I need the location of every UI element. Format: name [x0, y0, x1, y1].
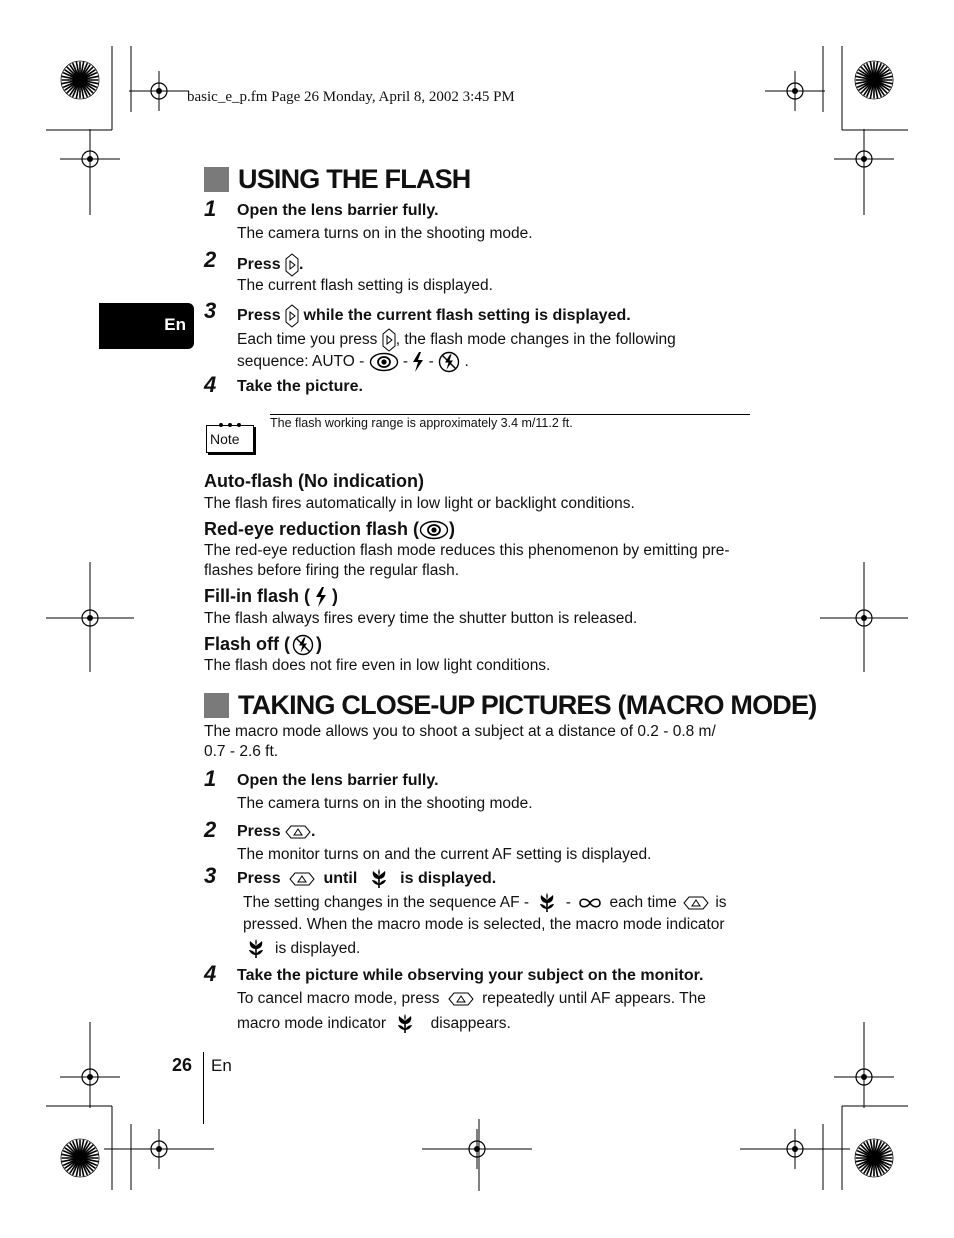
- step-text: pressed. When the macro mode is selected, the macro mode indicator: [243, 916, 725, 933]
- flash-off-icon: [292, 634, 314, 656]
- mode-text: The flash always fires every time the shutter button is released.: [204, 610, 638, 627]
- step-title-text: Press: [237, 307, 281, 325]
- registration-mark-icon: [834, 1022, 894, 1108]
- step-text-part: , the flash mode changes in the following: [395, 331, 676, 349]
- registration-mark-icon: [46, 562, 134, 672]
- step-title-text: is displayed.: [400, 870, 497, 888]
- note-icon: [206, 425, 254, 453]
- step-title-text: .: [311, 823, 316, 840]
- step-text: [237, 1014, 511, 1034]
- section-title-macro: [204, 690, 816, 721]
- step-title: Take the picture.: [237, 378, 363, 395]
- language-tab-label: En: [164, 315, 186, 334]
- registration-mark-icon: [449, 1119, 509, 1191]
- arrow-pad-up-icon: [448, 992, 474, 1006]
- note-rule: [270, 414, 750, 415]
- step-text: [243, 939, 360, 959]
- arrow-pad-up-icon: [285, 825, 311, 839]
- step-text: The monitor turns on and the current AF setting is displayed.: [237, 846, 652, 863]
- step-title-text: Press: [237, 870, 281, 888]
- intro-text: The macro mode allows you to shoot a subject at a distance of 0.2 - 0.8 m/: [204, 723, 716, 740]
- step-number: 3: [204, 298, 217, 323]
- mode-title-text: Flash off (: [204, 634, 290, 654]
- step-title: Open the lens barrier fully.: [237, 772, 439, 789]
- step-number: 4: [204, 961, 217, 986]
- step-text-part: To cancel macro mode, press: [237, 990, 440, 1007]
- step-text-part: repeatedly until AF appears. The: [482, 990, 706, 1007]
- arrow-pad-right-icon: [382, 328, 396, 352]
- step-title-text: until: [323, 870, 358, 888]
- step-text-part: is: [715, 894, 727, 912]
- macro-flower-icon: [538, 893, 556, 913]
- section-title-text: USING THE FLASH: [238, 164, 471, 194]
- step-text: [243, 893, 727, 913]
- registration-mark-icon: [60, 1022, 120, 1108]
- mode-text: The flash does not fire even in low light conditions.: [204, 657, 551, 674]
- section-title-text: TAKING CLOSE-UP PICTURES (MACRO MODE): [238, 690, 817, 720]
- mode-text: The red-eye reduction flash mode reduces this phenomenon by emitting pre-: [204, 542, 730, 559]
- separator: -: [402, 353, 409, 371]
- note-rings: [217, 422, 247, 428]
- mode-title-text: Fill-in flash (: [204, 586, 310, 606]
- starburst-target-icon: [58, 58, 102, 102]
- macro-flower-icon: [396, 1014, 414, 1034]
- step-title-text: Press: [237, 256, 281, 274]
- separator: -: [565, 894, 571, 912]
- step-text-part: each time: [609, 894, 677, 912]
- red-eye-icon: [369, 352, 399, 372]
- step-title: [237, 304, 631, 328]
- language-tab: [99, 303, 194, 349]
- section-marker: [204, 693, 229, 718]
- step-text: [237, 328, 676, 352]
- step-text-part: is displayed.: [275, 940, 361, 958]
- step-text-part: disappears.: [430, 1015, 511, 1033]
- macro-flower-icon: [247, 939, 265, 959]
- starburst-target-icon: [58, 1136, 102, 1180]
- step-title: Take the picture while observing your subject on the monitor.: [237, 967, 704, 984]
- step-number: 2: [204, 247, 217, 272]
- step-title: [237, 869, 496, 889]
- step-text: The camera turns on in the shooting mode.: [237, 795, 533, 812]
- step-text-part: macro mode indicator: [237, 1015, 387, 1033]
- mode-title: [204, 519, 455, 540]
- step-text-part: sequence: AUTO -: [237, 353, 365, 371]
- arrow-pad-right-icon: [285, 304, 299, 328]
- separator: -: [428, 353, 434, 371]
- mode-title-text: Red-eye reduction flash (: [204, 519, 420, 539]
- page-number: 26: [172, 1055, 193, 1075]
- step-title: Open the lens barrier fully.: [237, 202, 439, 219]
- arrow-pad-up-icon: [289, 872, 315, 886]
- note-label: Note: [210, 431, 240, 447]
- flash-off-icon: [438, 351, 460, 373]
- note-text: The flash working range is approximately 3.4 m/11.2 ft.: [270, 416, 573, 430]
- registration-mark-icon: [765, 61, 825, 121]
- step-number: 2: [204, 817, 217, 842]
- section-title-flash: [204, 164, 471, 195]
- fill-in-flash-icon: [412, 352, 424, 372]
- fill-in-flash-icon: [315, 587, 327, 607]
- step-text-part: .: [464, 353, 469, 371]
- registration-mark-icon: [740, 1119, 850, 1179]
- step-title: [237, 823, 316, 841]
- mode-title: Auto-flash (No indication): [204, 471, 424, 491]
- step-text: The camera turns on in the shooting mode.: [237, 225, 533, 242]
- registration-mark-icon: [60, 129, 120, 215]
- mode-title-text: ): [316, 634, 322, 654]
- mode-title-text: ): [332, 586, 338, 606]
- step-text: [237, 351, 469, 373]
- step-text-part: The setting changes in the sequence AF -: [243, 894, 530, 912]
- footer-language: En: [211, 1056, 232, 1075]
- file-header: basic_e_p.fm Page 26 Monday, April 8, 2002 3:45 PM: [187, 89, 515, 105]
- mode-text: flashes before firing the regular flash.: [204, 562, 460, 579]
- registration-mark-icon: [820, 562, 908, 672]
- arrow-pad-up-icon: [683, 896, 709, 910]
- arrow-pad-right-icon: [285, 253, 299, 277]
- mode-title: [204, 634, 322, 656]
- section-marker: [204, 167, 229, 192]
- step-title: [237, 253, 304, 277]
- mode-text: The flash fires automatically in low light or backlight conditions.: [204, 495, 635, 512]
- step-title-text: while the current flash setting is displayed.: [303, 307, 631, 325]
- starburst-target-icon: [852, 1136, 896, 1180]
- red-eye-icon: [419, 520, 449, 540]
- mode-title: [204, 586, 338, 607]
- infinity-icon: [577, 897, 603, 909]
- footer-rule: [203, 1052, 204, 1124]
- starburst-target-icon: [852, 58, 896, 102]
- macro-flower-icon: [370, 869, 388, 889]
- registration-mark-icon: [104, 1119, 214, 1179]
- intro-text: 0.7 - 2.6 ft.: [204, 743, 279, 760]
- step-text: [237, 990, 706, 1008]
- step-title-text: .: [299, 256, 304, 274]
- step-number: 1: [204, 766, 217, 791]
- mode-title-text: ): [449, 519, 456, 539]
- step-title-text: Press: [237, 823, 281, 840]
- registration-mark-icon: [834, 129, 894, 215]
- step-number: 1: [204, 196, 217, 221]
- step-text: The current flash setting is displayed.: [237, 277, 493, 294]
- registration-mark-icon: [129, 61, 189, 121]
- step-text-part: Each time you press: [237, 331, 378, 349]
- step-number: 4: [204, 372, 217, 397]
- step-number: 3: [204, 863, 217, 888]
